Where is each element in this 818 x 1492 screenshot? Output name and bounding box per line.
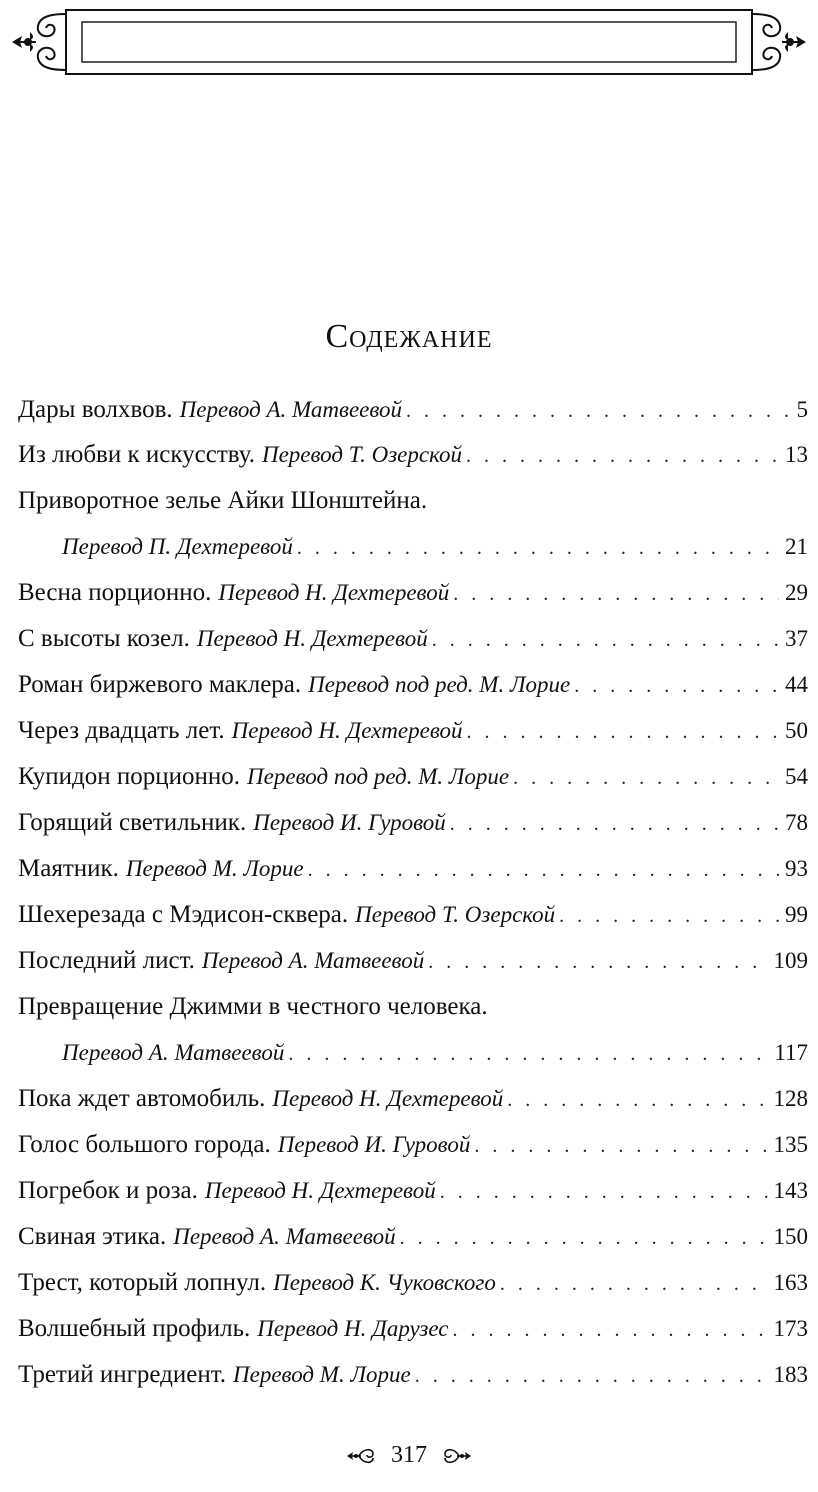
- entry-page-number: 50: [785, 718, 808, 743]
- dot-leader: [453, 571, 779, 617]
- entry-title: Горящий светильник.: [18, 809, 247, 836]
- entry-translator: Перевод Н. Дехтеревой: [204, 1178, 436, 1203]
- entry-translator: Перевод под ред. М. Лорие: [247, 764, 510, 789]
- toc-entry: [18, 754, 808, 800]
- entry-translator: Перевод Н. Дехтеревой: [196, 626, 428, 651]
- toc-entry: [18, 388, 808, 432]
- toc-entry: [18, 1306, 808, 1352]
- toc-line: [18, 938, 808, 984]
- left-fleuron-icon: [345, 1443, 381, 1469]
- toc-entry: [18, 938, 808, 984]
- dot-leader: [474, 1123, 767, 1169]
- toc-line-continuation: [18, 524, 808, 570]
- entry-title: Дары волхвов.: [18, 396, 173, 423]
- entry-translator: Перевод П. Дехтеревой: [62, 534, 293, 559]
- entry-translator: Перевод Н. Дехтеревой: [272, 1086, 504, 1111]
- entry-page-number: 44: [785, 672, 808, 697]
- entry-page-number: 99: [785, 902, 808, 927]
- toc-line: [18, 1214, 808, 1260]
- entry-title: Свиная этика.: [18, 1223, 167, 1250]
- toc-line: [18, 1122, 808, 1168]
- toc-line: [18, 570, 808, 616]
- entry-title: Пока ждет автомобиль.: [18, 1085, 266, 1112]
- entry-translator: Перевод Н. Дехтеревой: [218, 580, 450, 605]
- toc-entry: [18, 432, 808, 478]
- toc-line: [18, 432, 808, 478]
- toc-entry: [18, 1352, 808, 1398]
- entry-title: Погребок и роза.: [18, 1177, 198, 1204]
- toc-line: [18, 1260, 808, 1306]
- dot-leader: [432, 617, 779, 663]
- entry-page-number: 163: [773, 1270, 808, 1295]
- entry-title: Из любви к искусству.: [18, 441, 255, 468]
- entry-page-number: 128: [773, 1086, 808, 1111]
- entry-title: С высоты козел.: [18, 625, 190, 652]
- toc-entry: [18, 1260, 808, 1306]
- toc-entry: [18, 478, 808, 570]
- entry-title: Шехерезада с Мэдисон-сквера.: [18, 901, 349, 928]
- toc-entry: [18, 892, 808, 938]
- entry-translator: Перевод А. Матвеевой: [179, 397, 403, 422]
- entry-page-number: 135: [773, 1132, 808, 1157]
- dot-leader: [288, 1031, 768, 1077]
- entry-translator: Перевод А. Матвеевой: [173, 1224, 396, 1249]
- dot-leader: [574, 663, 779, 709]
- entry-title: Купидон порционно.: [18, 763, 241, 790]
- toc-line: [18, 846, 808, 892]
- entry-translator: Перевод А. Матвеевой: [201, 948, 425, 973]
- dot-leader: [513, 755, 779, 801]
- entry-page-number: 109: [773, 948, 808, 973]
- dot-leader: [406, 389, 790, 433]
- dot-leader: [450, 801, 779, 847]
- entry-translator: Перевод М. Лорие: [233, 1362, 411, 1387]
- toc-entry: [18, 1076, 808, 1122]
- page-title: Содежание: [325, 318, 493, 355]
- entry-translator: Перевод Н. Дехтеревой: [231, 718, 463, 743]
- toc-line: [18, 388, 808, 432]
- entry-title: Голос большого города.: [18, 1131, 271, 1158]
- entry-page-number: 13: [785, 442, 808, 467]
- entry-translator: Перевод Н. Дарузес: [257, 1316, 449, 1341]
- entry-title: Превращение Джимми в честного человека.: [18, 993, 488, 1020]
- toc-line-continuation: [18, 1030, 808, 1076]
- entry-title: Весна порционно.: [18, 579, 212, 606]
- dot-leader: [467, 709, 779, 755]
- dot-leader: [466, 433, 779, 479]
- entry-page-number: 29: [785, 580, 808, 605]
- entry-page-number: 150: [773, 1224, 808, 1249]
- entry-title: Волшебный профиль.: [18, 1315, 251, 1342]
- entry-translator: Перевод А. Матвеевой: [62, 1040, 285, 1065]
- dot-leader: [559, 893, 779, 939]
- dot-leader: [500, 1261, 768, 1307]
- dot-leader: [297, 525, 779, 571]
- page-footer: [0, 1442, 818, 1469]
- entry-title: Трест, который лопнул.: [18, 1269, 267, 1296]
- toc-entry: [18, 708, 808, 754]
- toc-entry: [18, 984, 808, 1076]
- toc-line: [18, 478, 808, 524]
- toc-entry: [18, 800, 808, 846]
- entry-translator: Перевод Т. Озерской: [355, 902, 556, 927]
- entry-translator: Перевод К. Чуковского: [273, 1270, 496, 1295]
- entry-translator: Перевод под ред. М. Лорие: [308, 672, 571, 697]
- entry-translator: Перевод И. Гуровой: [277, 1132, 471, 1157]
- entry-translator: Перевод Т. Озерской: [261, 442, 462, 467]
- entry-page-number: 143: [773, 1178, 808, 1203]
- toc-line: [18, 800, 808, 846]
- right-fleuron-icon: [437, 1443, 473, 1469]
- entry-title: Приворотное зелье Айки Шонштейна.: [18, 487, 428, 514]
- toc-entry: [18, 570, 808, 616]
- toc-line: [18, 1168, 808, 1214]
- dot-leader: [453, 1307, 768, 1353]
- dot-leader: [415, 1353, 768, 1399]
- entry-page-number: 183: [773, 1362, 808, 1387]
- toc-line: [18, 984, 808, 1030]
- entry-translator: Перевод И. Гуровой: [253, 810, 446, 835]
- entry-page-number: 93: [785, 856, 808, 881]
- entry-page-number: 5: [796, 397, 808, 422]
- entry-title: Последний лист.: [18, 947, 195, 974]
- table-of-contents: [18, 388, 808, 1398]
- toc-line: [18, 1306, 808, 1352]
- toc-entry: [18, 1122, 808, 1168]
- entry-page-number: 173: [773, 1316, 808, 1341]
- header-ornament-frame: [0, 0, 818, 92]
- dot-leader: [308, 847, 779, 893]
- toc-line: [18, 1076, 808, 1122]
- toc-line: [18, 1352, 808, 1398]
- entry-translator: Перевод М. Лорие: [125, 856, 304, 881]
- toc-entry: [18, 662, 808, 708]
- entry-page-number: 117: [774, 1040, 808, 1065]
- page-number: 317: [391, 1442, 427, 1468]
- entry-title: Через двадцать лет.: [18, 717, 225, 744]
- toc-entry: [18, 1168, 808, 1214]
- dot-leader: [440, 1169, 768, 1215]
- entry-page-number: 37: [785, 626, 808, 651]
- toc-line: [18, 892, 808, 938]
- entry-title: Маятник.: [18, 855, 119, 882]
- toc-entry: [18, 1214, 808, 1260]
- entry-page-number: 21: [785, 534, 808, 559]
- entry-title: Роман биржевого маклера.: [18, 671, 302, 698]
- entry-page-number: 78: [785, 810, 808, 835]
- entry-title: Третий ингредиент.: [18, 1361, 226, 1388]
- dot-leader: [507, 1077, 767, 1123]
- toc-entry: [18, 616, 808, 662]
- toc-line: [18, 754, 808, 800]
- dot-leader: [400, 1215, 768, 1261]
- toc-line: [18, 662, 808, 708]
- toc-line: [18, 616, 808, 662]
- toc-line: [18, 708, 808, 754]
- toc-entry: [18, 846, 808, 892]
- dot-leader: [428, 939, 767, 985]
- entry-page-number: 54: [785, 764, 808, 789]
